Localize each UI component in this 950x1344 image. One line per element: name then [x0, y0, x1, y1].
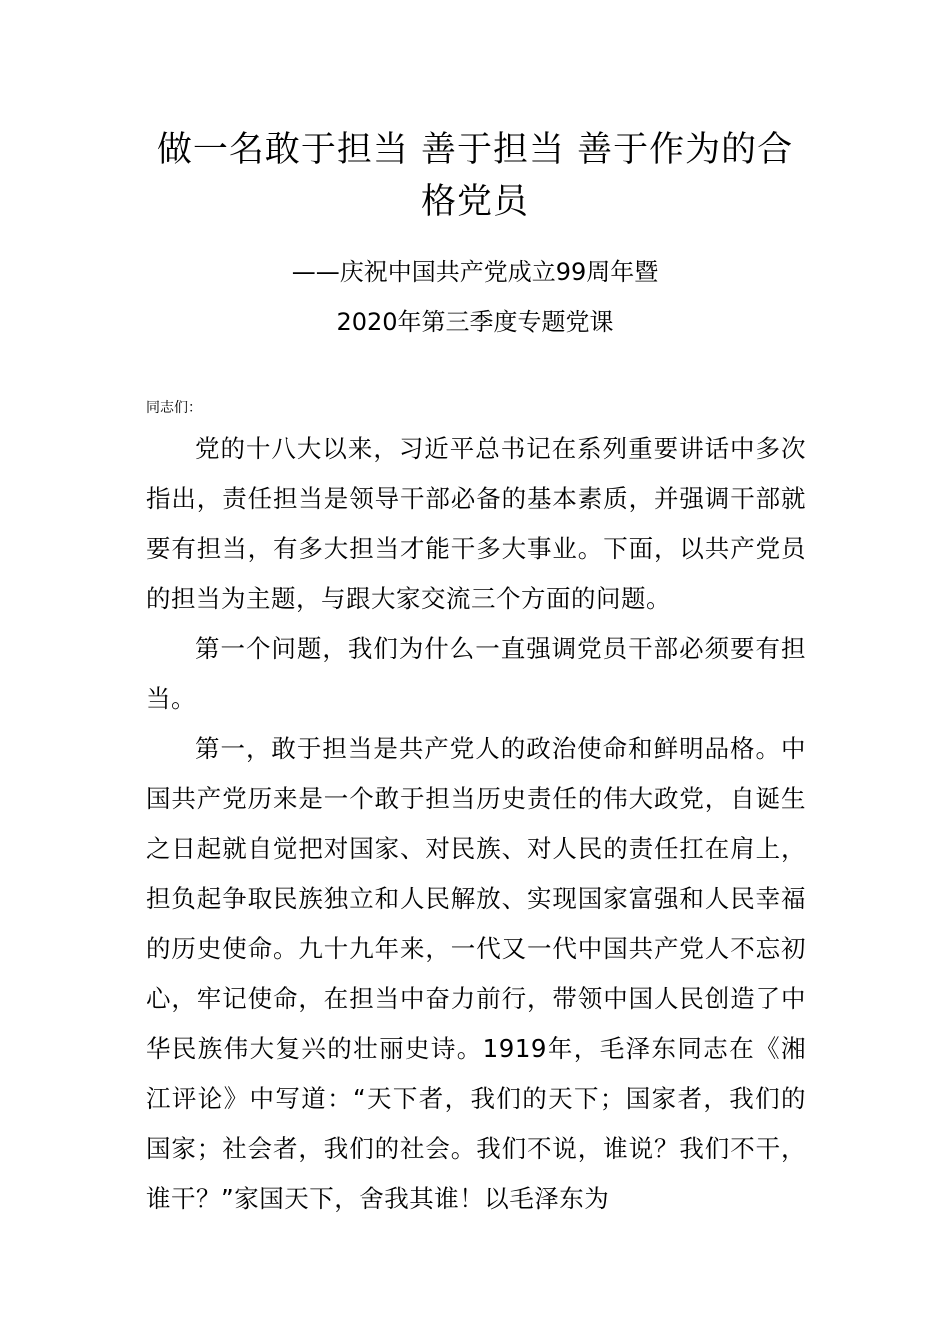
- title-line-2: 格党员: [420, 182, 529, 222]
- document-title: [120, 124, 830, 228]
- title-line-1: 做一名敢于担当 善于担当 善于作为的合: [156, 130, 794, 170]
- paragraph-3: 第一，敢于担当是共产党人的政治使命和鲜明品格。中国共产党历来是一个敢于担当历史责任的伟大政党，自诞生之日起就自觉把对国家、对民族、对人民的责任扛在肩上，担负起争取民族独立和人民解放、实现国家富强和人民幸福的历史使命。九十九年来，一代又一代中国共产党人不忘初心，牢记使命，在担当中奋力前行，带领中国人民创造了中华民族伟大复兴的壮丽史诗。1919年，毛泽东同志在《湘江评论》中写道：“天下者，我们的天下；国家者，我们的国家；社会者，我们的社会。我们不说，谁说？我们不干，谁干？”家国天下，舍我其谁！以毛泽东为: [146, 734, 806, 1213]
- body-text: [146, 424, 806, 1224]
- paragraph-2: 第一个问题，我们为什么一直强调党员干部必须要有担当。: [146, 634, 806, 713]
- paragraph-1: 党的十八大以来，习近平总书记在系列重要讲话中多次指出，责任担当是领导干部必备的基本素质，并强调干部就要有担当，有多大担当才能干多大事业。下面，以共产党员的担当为主题，与跟大家交流三个方面的问题。: [146, 434, 806, 613]
- subtitle-line-1: ——庆祝中国共产党成立99周年暨: [291, 258, 659, 286]
- salutation: 同志们：: [146, 400, 202, 416]
- subtitle-line-2: 2020年第三季度专题党课: [336, 308, 614, 336]
